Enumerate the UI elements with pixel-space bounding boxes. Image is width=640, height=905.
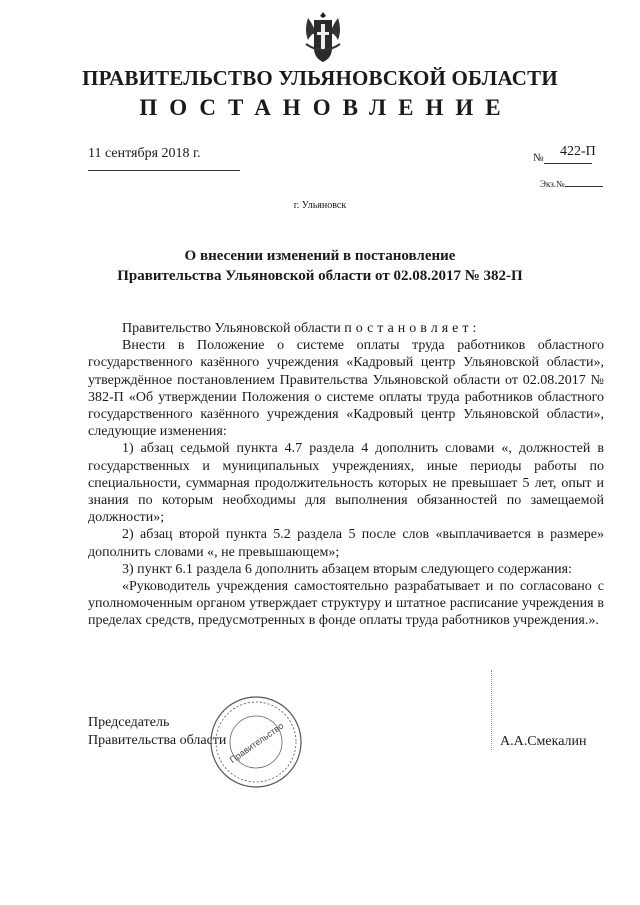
copy-number-underline	[565, 186, 603, 187]
signatory-title	[88, 714, 226, 750]
intro-prefix: Правительство Ульяновской области	[122, 321, 345, 336]
paragraph-2: 1) абзац седьмой пункта 4.7 раздела 4 дополнить словами «, должностей в государственных и муниципальных учреждениях, иные периоды работы по специальности, суммарная продолжительность которых не превышает 5 лет, опыт и знания по которым необходимы для выполнения обязанностей по замещаемой должности»;	[88, 441, 604, 526]
city: г. Ульяновск	[293, 200, 347, 211]
date-underline	[88, 170, 240, 171]
document-date: 11 сентября 2018 г.	[88, 146, 201, 161]
document-type: ПОСТАНОВЛЕНИЕ	[139, 95, 513, 120]
intro-paragraph	[88, 320, 604, 337]
paragraph-4: 3) пункт 6.1 раздела 6 дополнить абзацем вторым следующего содержания:	[122, 561, 572, 577]
number-sign: №	[533, 152, 544, 164]
intro-spaced: постановляет:	[344, 321, 481, 336]
copy-number-label: Экз.№	[540, 179, 565, 189]
paragraph-3: 2) абзац второй пункта 5.2 раздела 5 после слов «выплачивается в размере» дополнить словами «, не превышающем»;	[88, 527, 604, 560]
paragraph-1: Внести в Положение о системе оплаты труда работников областного государственного казённого учреждения «Кадровый центр Ульяновской области», утверждённое постановлением Правительства Ульяновской области от 02.08.2017 № 382-П «Об утверждении Положения о системе оплаты труда работников областного государственного казённого учреждения «Кадровый центр Ульяновской области», следующие изменения:	[88, 338, 604, 440]
number-underline	[544, 163, 592, 164]
coat-of-arms-icon	[302, 10, 344, 66]
signatory-name: А.А.Смекалин	[500, 734, 587, 749]
seal-text: Правительство	[227, 720, 286, 766]
document-number: 422-П	[560, 144, 596, 159]
signatory-title-line-2: Правительства области	[88, 733, 227, 748]
margin-mark	[491, 670, 493, 750]
document-subject	[0, 246, 640, 286]
signatory-title-line-1: Председатель	[88, 715, 170, 730]
subject-line-1: О внесении изменений в постановление	[184, 248, 456, 264]
government-name: ПРАВИТЕЛЬСТВО УЛЬЯНОВСКОЙ ОБЛАСТИ	[82, 66, 558, 90]
document-body	[88, 320, 604, 630]
official-seal-icon	[208, 694, 304, 790]
paragraph-5: «Руководитель учреждения самостоятельно разрабатывает и по согласовано с уполномоченным органом утверждает структуру и штатное расписание учреждения в пределах средств, предусмотренных в фонде оплаты труда работников учреждения.».	[88, 579, 604, 629]
subject-line-2: Правительства Ульяновской области от 02.08.2017 № 382-П	[117, 268, 523, 284]
